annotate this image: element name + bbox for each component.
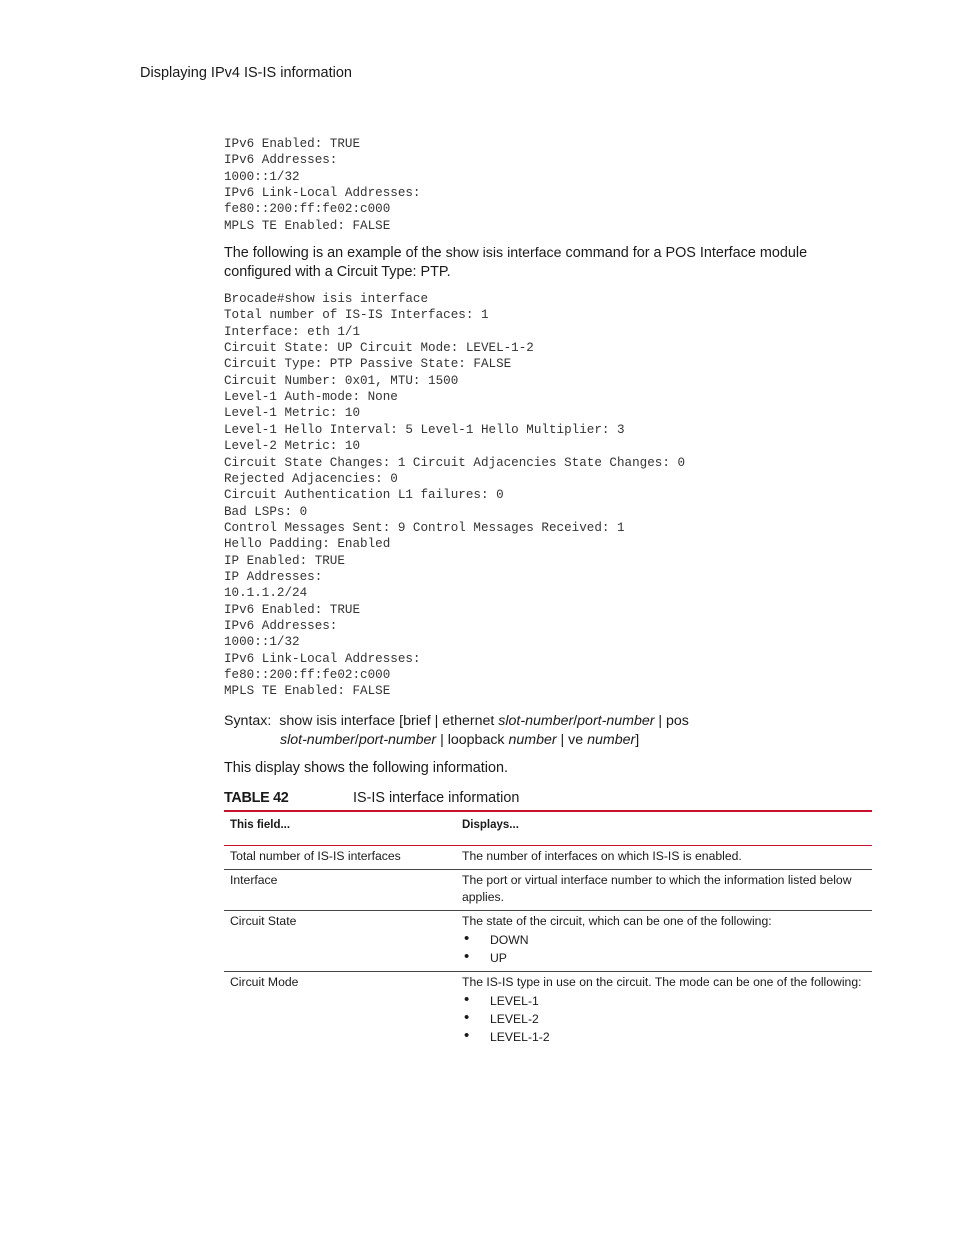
- code-line: Level-1 Auth-mode: None: [224, 390, 398, 405]
- table-number: TABLE 42: [224, 790, 289, 807]
- field-name: Circuit Mode: [230, 975, 299, 990]
- intro-text-start: The following is an example of the: [224, 245, 446, 262]
- code-block-show-isis-interface: [224, 291, 874, 700]
- list-item: • LEVEL-2: [462, 1010, 866, 1028]
- table-caption: [224, 790, 874, 810]
- code-line: MPLS TE Enabled: FALSE: [224, 684, 391, 699]
- code-line: Total number of IS-IS Interfaces: 1: [224, 308, 489, 323]
- code-line: 10.1.1.2/24: [224, 586, 308, 601]
- code-line: IPv6 Link-Local Addresses:: [224, 651, 421, 666]
- code-line: IP Addresses:: [224, 569, 323, 584]
- table-row: [224, 911, 872, 972]
- table-row: [224, 972, 872, 1051]
- syntax-keyword-loopback: loopback: [447, 731, 505, 748]
- syntax-param-slot: slot-number: [498, 712, 574, 729]
- code-line: IPv6 Link-Local Addresses:: [224, 186, 421, 201]
- description-text: The number of interfaces on which IS-IS is enabled.: [462, 849, 742, 864]
- syntax-slash: /: [573, 712, 578, 729]
- description-text: The state of the circuit, which can be one of the following:: [462, 914, 772, 929]
- display-description: This display shows the following information.: [224, 759, 508, 776]
- value-list: [462, 931, 866, 967]
- syntax-keyword-pos: pos: [666, 712, 689, 729]
- code-line: IPv6 Enabled: TRUE: [224, 602, 361, 617]
- code-block-ipv6-output: [224, 136, 874, 234]
- syntax-command: show isis interface: [279, 712, 396, 729]
- table-title: IS-IS interface information: [353, 790, 520, 807]
- syntax-bracket-open: [: [395, 712, 404, 729]
- syntax-param-port: port-number: [358, 731, 437, 748]
- list-item: • DOWN: [462, 931, 866, 949]
- field-description: [456, 870, 872, 911]
- code-line: Interface: eth 1/1: [224, 324, 361, 339]
- code-line: fe80::200:ff:fe02:c000: [224, 202, 391, 217]
- code-line: Control Messages Sent: 9 Control Messages Received: 1: [224, 520, 625, 535]
- code-line: Level-2 Metric: 10: [224, 439, 361, 454]
- table-header-row: [224, 811, 872, 846]
- syntax-block: [224, 712, 874, 750]
- field-name: Total number of IS-IS interfaces: [224, 846, 456, 870]
- code-line: Level-1 Hello Interval: 5 Level-1 Hello Multiplier: 3: [224, 422, 625, 437]
- code-line: IPv6 Enabled: TRUE: [224, 137, 361, 151]
- field-description: [456, 846, 872, 870]
- value-list: [462, 992, 866, 1046]
- list-item: • UP: [462, 949, 866, 967]
- code-line: fe80::200:ff:fe02:c000: [224, 667, 391, 682]
- code-line: 1000::1/32: [224, 635, 300, 650]
- code-line: Level-1 Metric: 10: [224, 406, 361, 421]
- code-line: Rejected Adjacencies: 0: [224, 471, 398, 486]
- syntax-param-slot: slot-number: [280, 731, 355, 748]
- list-item: • LEVEL-1-2: [462, 1028, 866, 1046]
- syntax-separator: |: [654, 712, 667, 729]
- code-line: Brocade#show isis interface: [224, 292, 429, 307]
- code-line: IP Enabled: TRUE: [224, 553, 345, 568]
- syntax-keyword-brief: brief: [403, 712, 431, 729]
- code-line: Circuit Number: 0x01, MTU: 1500: [224, 373, 459, 388]
- syntax-keyword-ve: ve: [568, 731, 584, 748]
- table-header-displays: Displays...: [456, 811, 872, 846]
- syntax-separator: |: [430, 712, 443, 729]
- syntax-keyword-ethernet: ethernet: [442, 712, 495, 729]
- syntax-label: Syntax:: [224, 712, 272, 729]
- table-row: [224, 870, 872, 911]
- running-header: Displaying IPv4 IS-IS information: [140, 65, 352, 81]
- field-description: [456, 911, 872, 972]
- table-header-field: This field...: [224, 811, 456, 846]
- code-line: IPv6 Addresses:: [224, 618, 338, 633]
- field-description: [456, 972, 872, 1051]
- code-line: MPLS TE Enabled: FALSE: [224, 218, 391, 233]
- syntax-bracket-close: ]: [635, 731, 640, 748]
- intro-paragraph: [224, 244, 874, 282]
- code-line: 1000::1/32: [224, 169, 300, 184]
- code-line: Circuit State Changes: 1 Circuit Adjacencies State Changes: 0: [224, 455, 686, 470]
- syntax-param-port: port-number: [577, 712, 655, 729]
- syntax-slash: /: [354, 731, 359, 748]
- syntax-line-1: [224, 712, 874, 731]
- description-text: The IS-IS type in use on the circuit. The mode can be one of the following:: [462, 975, 862, 990]
- syntax-line-2: [224, 731, 874, 750]
- description-text: The port or virtual interface number to which the information listed below applies.: [462, 873, 852, 905]
- list-item: • LEVEL-1: [462, 992, 866, 1010]
- intro-text-end: command for a POS Interface module configured with a Circuit Type: PTP.: [224, 245, 808, 281]
- table-row: [224, 846, 872, 870]
- syntax-param-number: number: [587, 731, 636, 748]
- isis-interface-info-table: [224, 810, 872, 1050]
- code-line: Circuit State: UP Circuit Mode: LEVEL-1-2: [224, 341, 534, 356]
- code-line: Hello Padding: Enabled: [224, 537, 391, 552]
- code-line: Circuit Type: PTP Passive State: FALSE: [224, 357, 512, 372]
- field-name: Circuit State: [224, 911, 456, 972]
- code-line: IPv6 Addresses:: [224, 153, 338, 168]
- command-name: show isis interface: [445, 245, 562, 262]
- syntax-separator: |: [436, 731, 448, 748]
- code-line: Bad LSPs: 0: [224, 504, 308, 519]
- field-name: Interface: [224, 870, 456, 911]
- page-content: [224, 136, 874, 1050]
- syntax-param-number: number: [508, 731, 557, 748]
- code-line: Circuit Authentication L1 failures: 0: [224, 488, 504, 503]
- syntax-separator: |: [556, 731, 569, 748]
- table-body: [224, 846, 872, 1051]
